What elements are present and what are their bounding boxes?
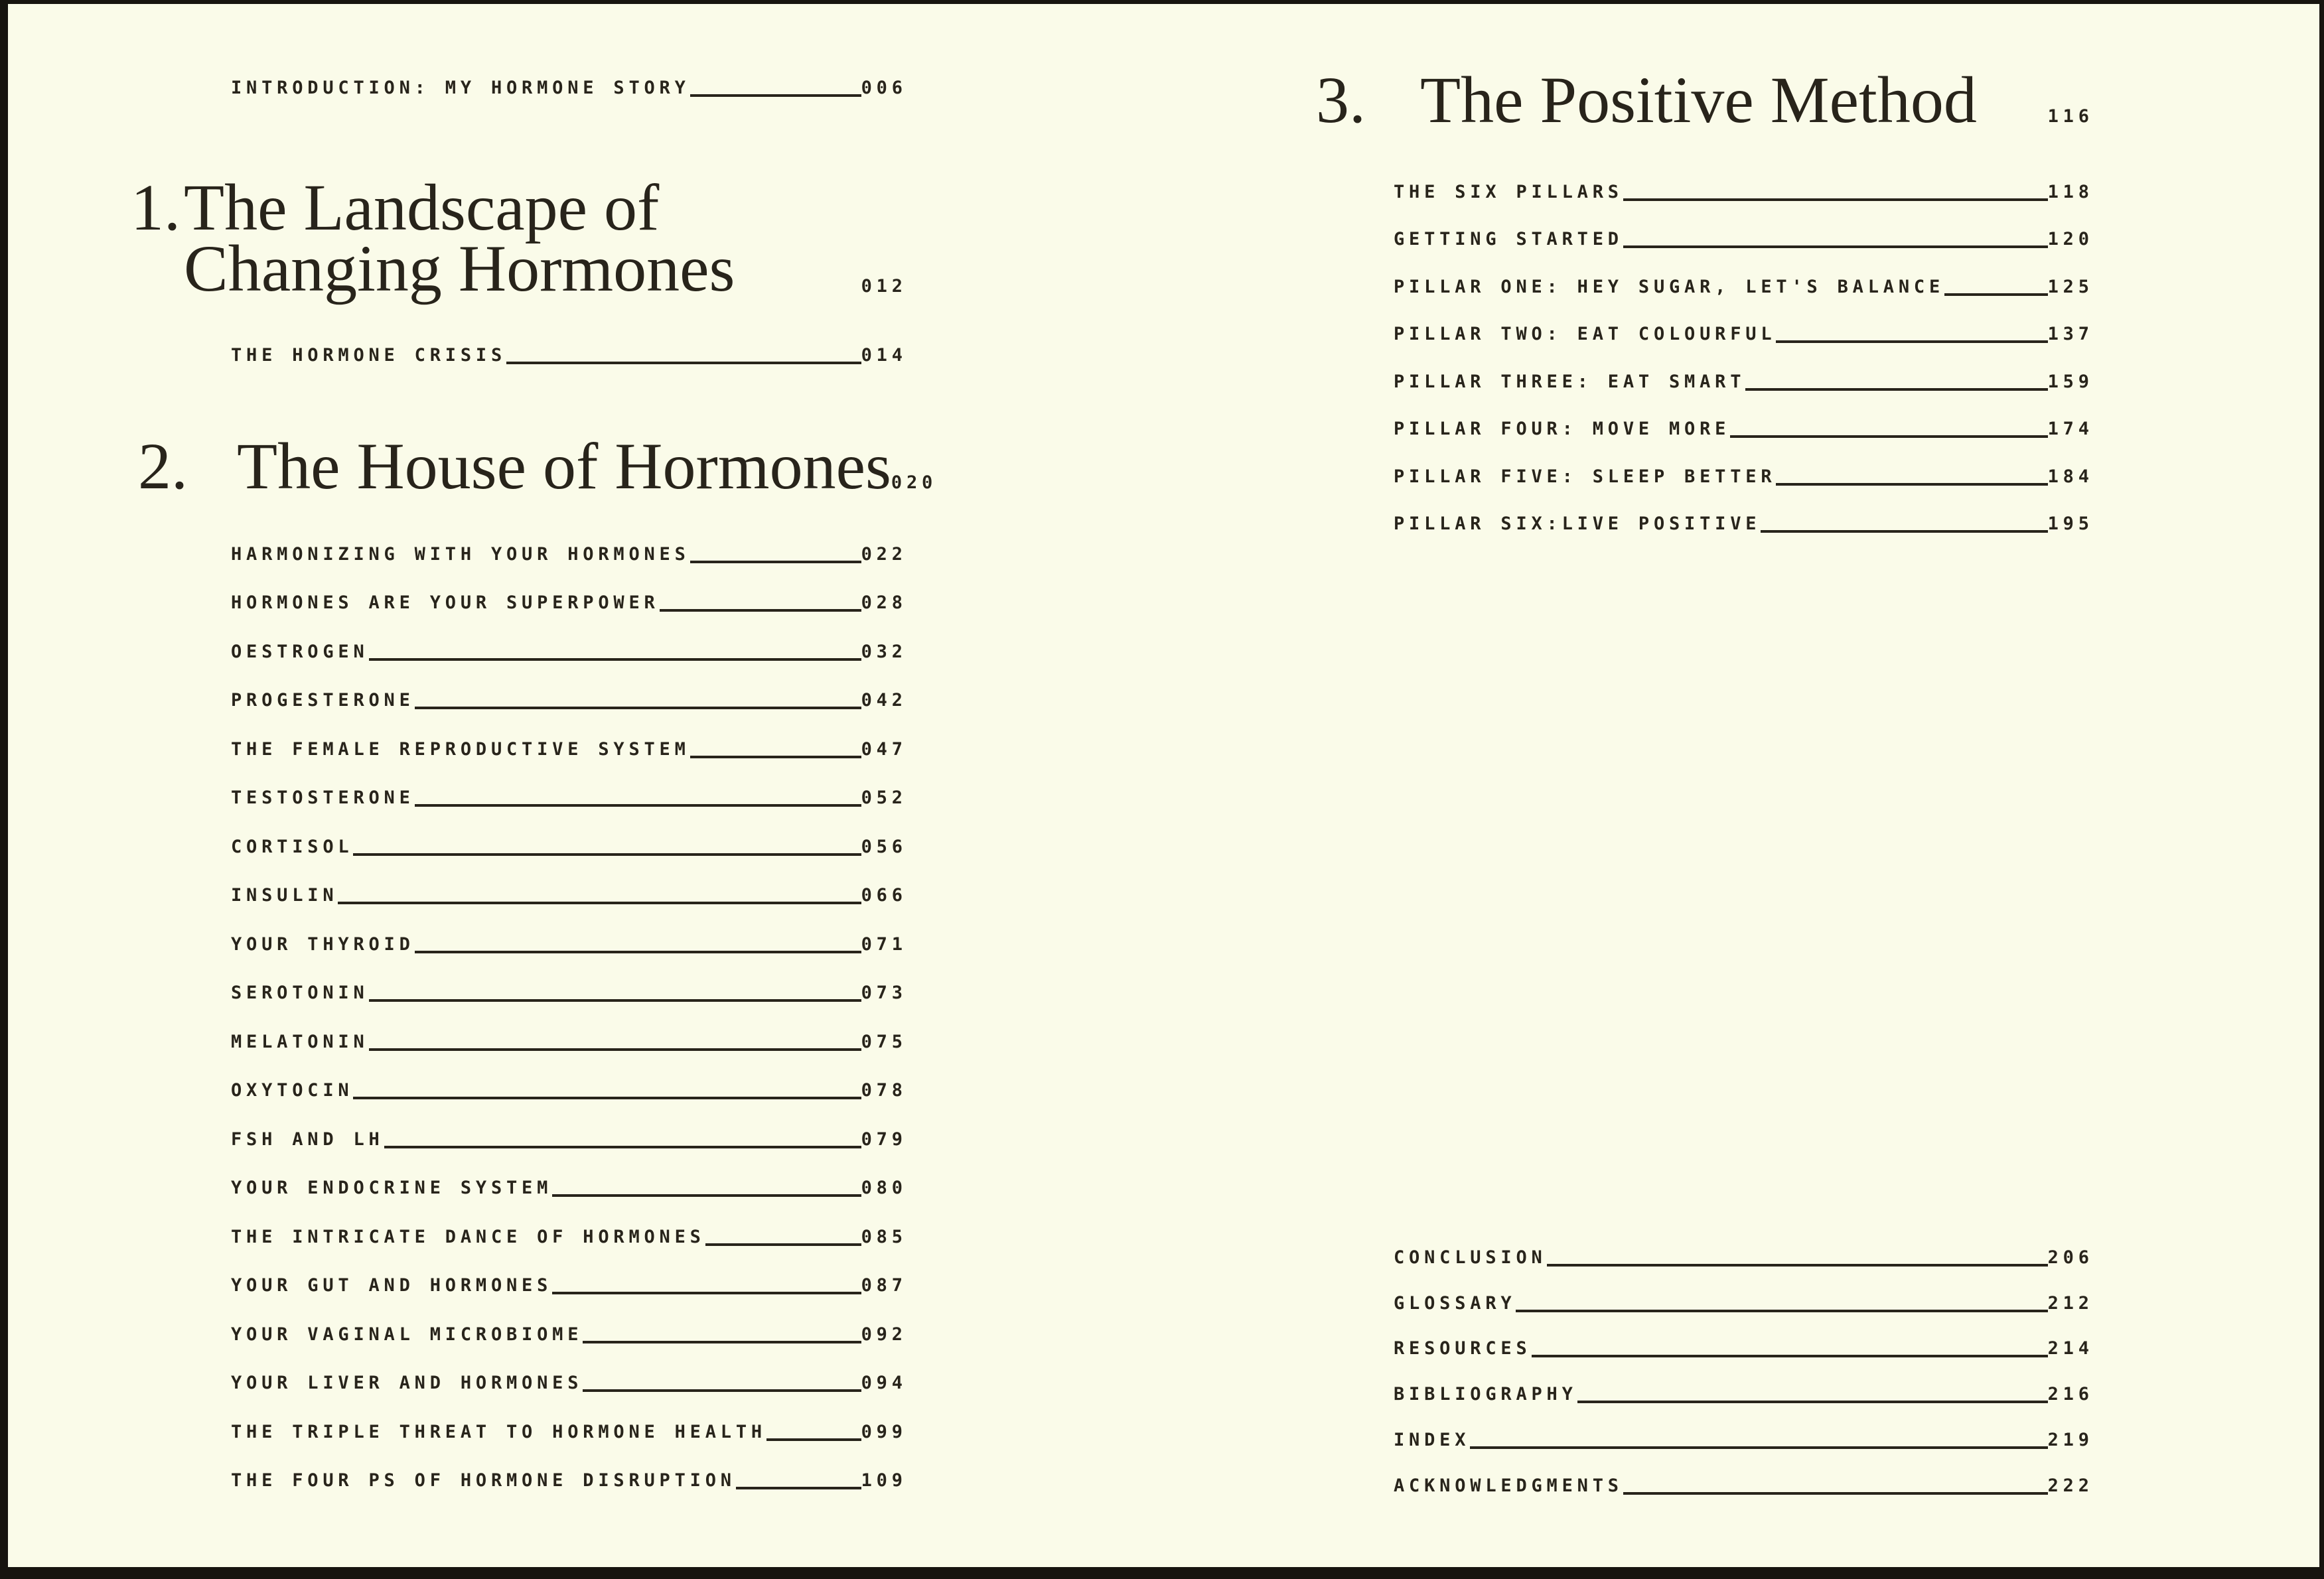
toc-entry-label: PROGESTERONE — [231, 690, 415, 711]
toc-entry-label: GETTING STARTED — [1394, 229, 1623, 249]
toc-entry-page-number: 216 — [2047, 1384, 2094, 1405]
toc-entry — [231, 856, 907, 906]
toc-entry-label: SEROTONIN — [231, 983, 369, 1003]
toc-entry-page-number: 125 — [2047, 276, 2094, 297]
toc-entry-page-number: 137 — [2047, 324, 2094, 344]
toc-entry-page-number: 042 — [861, 690, 907, 711]
toc-entry-page-number: 056 — [861, 836, 907, 857]
toc-entry-page-number: 071 — [861, 933, 907, 955]
toc-entry — [1394, 1221, 2094, 1268]
toc-entry-page-number: 052 — [861, 788, 907, 808]
toc-entry — [231, 1099, 907, 1150]
toc-entry — [231, 563, 907, 613]
toc-entry-page-number: 195 — [2047, 514, 2094, 534]
toc-entry-label: HARMONIZING WITH YOUR HORMONES — [231, 543, 690, 565]
toc-entry-page-number: 079 — [861, 1129, 907, 1150]
toc-entry-label: YOUR ENDOCRINE SYSTEM — [231, 1178, 553, 1198]
section-title: The House of Hormones — [237, 429, 891, 503]
toc-entry — [1394, 153, 2094, 202]
toc-entry — [231, 1148, 907, 1198]
toc-entry-page-number: 075 — [861, 1031, 907, 1052]
toc-entry-page-number: 099 — [861, 1421, 907, 1442]
toc-entry — [231, 1343, 907, 1393]
toc-entry-page-number: 222 — [2047, 1475, 2094, 1496]
toc-entry-label: OESTROGEN — [231, 641, 369, 662]
section-2-toc-list — [231, 514, 907, 1491]
toc-entry-label: PILLAR ONE: HEY SUGAR, LET'S BALANCE — [1394, 276, 1944, 297]
toc-entry-page-number: 078 — [861, 1080, 907, 1101]
toc-entry-label: CORTISOL — [231, 836, 354, 857]
toc-entry-page-number: 073 — [861, 983, 907, 1003]
toc-entry-page-number: 032 — [861, 641, 907, 662]
section-page-number: 012 — [861, 276, 907, 297]
section-3-toc-list — [1394, 153, 2094, 534]
toc-entry — [1394, 343, 2094, 392]
toc-entry-label: PILLAR FOUR: MOVE MORE — [1394, 419, 1731, 439]
toc-entry-page-number: 159 — [2047, 371, 2094, 392]
toc-entry — [1394, 1403, 2094, 1450]
toc-entry-page-number: 085 — [861, 1226, 907, 1247]
section-2-heading — [138, 429, 938, 503]
section-1-heading — [131, 171, 907, 305]
toc-entry-page-number: 118 — [2047, 181, 2094, 202]
toc-entry — [231, 709, 907, 760]
toc-entry-page-number: 219 — [2047, 1429, 2094, 1450]
section-number: 2. — [138, 429, 188, 503]
section-title: The Positive Method — [1420, 63, 1977, 137]
toc-entry-label: MELATONIN — [231, 1031, 369, 1052]
toc-entry-label: INDEX — [1394, 1429, 1471, 1450]
leader-line — [506, 362, 861, 364]
toc-entry-label: FSH AND LH — [231, 1129, 384, 1150]
toc-entry — [231, 904, 907, 955]
toc-entry-page-number: 174 — [2047, 419, 2094, 439]
toc-entry-page-number: 206 — [2047, 1247, 2094, 1268]
toc-entry — [231, 1002, 907, 1052]
toc-entry — [231, 758, 907, 808]
toc-entry-label: YOUR THYROID — [231, 933, 415, 955]
toc-entry-label: THE INTRICATE DANCE OF HORMONES — [231, 1226, 705, 1247]
toc-entry — [1394, 201, 2094, 249]
toc-entry — [231, 1441, 907, 1491]
toc-entry — [1394, 1357, 2094, 1405]
toc-entry — [231, 807, 907, 857]
toc-entry — [231, 953, 907, 1003]
section-page-number: 020 — [891, 472, 938, 493]
toc-entry — [231, 1294, 907, 1345]
leader-line — [690, 94, 861, 97]
toc-entry-label: YOUR VAGINAL MICROBIOME — [231, 1324, 583, 1345]
toc-entry — [231, 1051, 907, 1101]
section-title-line-1: The Landscape of — [184, 171, 660, 244]
toc-entry-label: GLOSSARY — [1394, 1292, 1516, 1314]
toc-entry — [231, 1197, 907, 1247]
leader-line — [1761, 530, 2047, 533]
toc-entry-label: PILLAR SIX:LIVE POSITIVE — [1394, 514, 1761, 534]
backmatter-toc-list — [1394, 1221, 2094, 1496]
toc-entry — [231, 612, 907, 662]
toc-entry-label: RESOURCES — [1394, 1338, 1532, 1359]
toc-entry-label: ACKNOWLEDGMENTS — [1394, 1475, 1623, 1496]
toc-entry-label: THE FOUR PS OF HORMONE DISRUPTION — [231, 1470, 736, 1491]
toc-entry-label: OXYTOCIN — [231, 1080, 354, 1101]
section-number: 1. — [131, 171, 181, 244]
toc-entry-label: THE HORMONE CRISIS — [231, 345, 506, 366]
toc-entry-label: BIBLIOGRAPHY — [1394, 1384, 1577, 1405]
toc-entry — [1394, 248, 2094, 297]
toc-entry-page-number: 109 — [861, 1470, 907, 1491]
toc-entry — [1394, 486, 2094, 534]
toc-entry-page-number: 092 — [861, 1324, 907, 1345]
toc-entry-page-number: 014 — [861, 345, 907, 366]
toc-entry-page-number: 066 — [861, 885, 907, 906]
toc-entry — [231, 514, 907, 565]
toc-entry-page-number: 006 — [861, 78, 907, 98]
toc-entry — [231, 1246, 907, 1296]
toc-entry — [1394, 1267, 2094, 1314]
toc-entry-page-number: 087 — [861, 1275, 907, 1296]
toc-entry — [1394, 296, 2094, 344]
toc-entry — [1394, 438, 2094, 487]
toc-entry — [1394, 1449, 2094, 1496]
toc-entry-label: INSULIN — [231, 885, 338, 906]
toc-entry-page-number: 028 — [861, 592, 907, 613]
toc-entry — [231, 661, 907, 711]
toc-entry-page-number: 214 — [2047, 1338, 2094, 1359]
leader-line — [1623, 1492, 2048, 1495]
toc-entry-label: HORMONES ARE YOUR SUPERPOWER — [231, 592, 660, 613]
toc-entry-page-number: 212 — [2047, 1292, 2094, 1314]
toc-entry — [231, 1392, 907, 1442]
section-number: 3. — [1316, 63, 1366, 137]
toc-entry-page-number: 184 — [2047, 466, 2094, 487]
toc-entry-introduction — [231, 48, 907, 98]
toc-entry-label: THE FEMALE REPRODUCTIVE SYSTEM — [231, 738, 690, 760]
toc-entry-label: TESTOSTERONE — [231, 788, 415, 808]
section-title-line-2: Changing Hormones — [184, 232, 735, 305]
toc-entry-label: PILLAR THREE: EAT SMART — [1394, 371, 1746, 392]
toc-entry-label: CONCLUSION — [1394, 1247, 1547, 1268]
toc-entry-label: THE TRIPLE THREAT TO HORMONE HEALTH — [231, 1421, 766, 1442]
section-title — [184, 171, 903, 305]
toc-entry-label: PILLAR TWO: EAT COLOURFUL — [1394, 324, 1777, 344]
toc-entry-page-number: 047 — [861, 738, 907, 760]
toc-entry-page-number: 080 — [861, 1178, 907, 1198]
toc-entry-page-number: 120 — [2047, 229, 2094, 249]
toc-entry-label: INTRODUCTION: MY HORMONE STORY — [231, 78, 690, 98]
toc-entry-label: YOUR GUT AND HORMONES — [231, 1275, 553, 1296]
toc-entry-page-number: 022 — [861, 543, 907, 565]
toc-entry-label: YOUR LIVER AND HORMONES — [231, 1373, 583, 1393]
toc-entry-page-number: 094 — [861, 1373, 907, 1393]
toc-entry-label: THE SIX PILLARS — [1394, 181, 1623, 202]
section-page-number: 116 — [2047, 106, 2094, 127]
toc-entry — [231, 315, 907, 366]
leader-line — [736, 1487, 861, 1489]
toc-entry — [1394, 1312, 2094, 1359]
section-3-heading — [1316, 63, 2094, 137]
toc-entry — [1394, 391, 2094, 439]
toc-entry-label: PILLAR FIVE: SLEEP BETTER — [1394, 466, 1777, 487]
